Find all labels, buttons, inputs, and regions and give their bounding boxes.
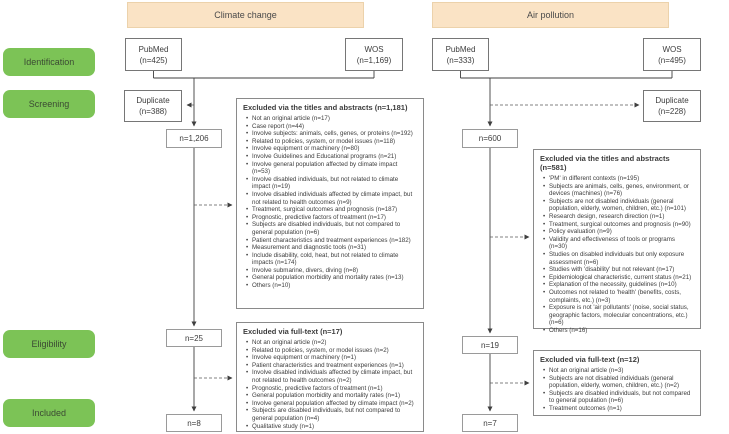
excluded-reason-item: • General population morbidity and mortality rates (n=13) — [246, 274, 417, 282]
excluded-reason-item: • Not an original article (n=17) — [246, 115, 417, 123]
excluded-reason-item: • Include disability, cold, heat, but not related to climate impacts (n=174) — [246, 252, 417, 267]
duplicate-label: Duplicate — [136, 96, 170, 105]
excluded-reason-item: • Involve general population affected by climate impact (n=2) — [246, 400, 417, 408]
duplicate-label: Duplicate — [655, 96, 689, 105]
excluded-reason-item: • Epidemiological characteristic, current status (n=21) — [543, 274, 694, 282]
excluded-reason-item: • Explanation of the necessity, guidelines (n=10) — [543, 281, 694, 289]
climate-sources-join-line — [154, 71, 375, 78]
excluded-reason-item: • Involve equipment or machinery (n=1) — [246, 354, 417, 362]
source-name: PubMed — [138, 44, 169, 54]
excluded-reason-item: • Policy evaluation (n=9) — [543, 228, 694, 236]
excluded-title: Excluded via full-text (n=17) — [243, 327, 343, 336]
excluded-reason-item: • Treatment, surgical outcomes and prognosis (n=90) — [543, 221, 694, 229]
duplicate-box-climate — [124, 90, 182, 122]
excluded-reason-item: • Involve general population affected by climate impact (n=53) — [246, 161, 417, 176]
excluded-reason-item: • 'PM' in different contexts (n=195) — [543, 175, 694, 183]
pubmed-box-climate — [125, 38, 182, 71]
excluded-reason-item: • Studies on disabled individuals but only exposure assessment (n=6) — [543, 251, 694, 266]
duplicate-count: (n=388) — [139, 107, 167, 116]
excluded-reason-item: • Others (n=10) — [246, 282, 417, 290]
excluded-title: Excluded via the titles and abstracts (n=1,181) — [243, 103, 408, 112]
excluded-reason-item: • Prognostic, predictive factors of treatment (n=1) — [246, 385, 417, 393]
wos-box-air — [643, 38, 701, 71]
count-box-climate-included: n=8 — [166, 414, 222, 432]
excluded-reason-item: • Not an original article (n=2) — [246, 339, 417, 347]
excluded-titles-box-air — [533, 149, 701, 334]
excluded-reason-item: • Not an original article (n=3) — [543, 367, 694, 375]
excluded-titles-box-climate — [236, 98, 424, 309]
source-count: (n=425) — [139, 55, 168, 65]
excluded-reason-item: • Patient characteristics and treatment experiences (n=1) — [246, 362, 417, 370]
excluded-reason-item: • Involve submarine, divers, diving (n=8) — [246, 267, 417, 275]
header-climate-change: Climate change — [127, 2, 364, 28]
excluded-reason-item: • Subjects are disabled individuals, but not compared to general population (n=4) — [246, 407, 417, 422]
excluded-reason-item: • Treatment outcomes (n=1) — [543, 405, 694, 413]
air-sources-join-line — [461, 71, 673, 78]
duplicate-count: (n=228) — [658, 107, 686, 116]
excluded-reason-item: • Involve Guidelines and Educational programs (n=21) — [246, 153, 417, 161]
excluded-reason-item: • Qualitative study (n=1) — [246, 423, 417, 431]
count-box-climate-after-screening: n=25 — [166, 329, 222, 347]
excluded-reason-item: • Involve disabled individuals, but not related to climate impact (n=19) — [246, 176, 417, 191]
stage-label-included: Included — [3, 399, 95, 427]
excluded-reason-list — [540, 175, 694, 334]
excluded-reason-item: • Validity and effectiveness of tools or programs (n=30) — [543, 236, 694, 251]
excluded-reason-item: • Exposure is not 'air pollutants' (noise, social status, geographic factors, molecular concentrations, etc.) (n=6) — [543, 304, 694, 327]
header-air-pollution: Air pollution — [432, 2, 669, 28]
excluded-reason-item: • Case report (n=44) — [246, 123, 417, 131]
excluded-reason-item: • Subjects are not disabled individuals (general population, elderly, women, children, etc.) (n=101) — [543, 198, 694, 213]
excluded-fulltext-box-air — [533, 350, 701, 416]
excluded-reason-item: • General population morbidity and mortality rates (n=1) — [246, 392, 417, 400]
duplicate-box-air — [643, 90, 701, 122]
excluded-reason-item: • Related to policies, system, or model issues (n=118) — [246, 138, 417, 146]
excluded-title: Excluded via the titles and abstracts (n=581) — [540, 154, 670, 172]
excluded-reason-item: • Subjects are disabled individuals, but not compared to general population (n=6) — [543, 390, 694, 405]
count-box-climate-after-duplicates: n=1,206 — [166, 129, 222, 148]
excluded-reason-item: • Subjects are animals, cells, genes, environment, or devices (machines) (n=76) — [543, 183, 694, 198]
excluded-title: Excluded via full-text (n=12) — [540, 355, 640, 364]
source-name: PubMed — [445, 44, 476, 54]
excluded-reason-item: • Others (n=16) — [543, 327, 694, 335]
source-name: WOS — [662, 44, 682, 54]
excluded-reason-item: • Measurement and diagnostic tools (n=31) — [246, 244, 417, 252]
excluded-reason-item: • Involve disabled individuals affected by climate impact, but not related to health outcomes (n=9) — [246, 191, 417, 206]
excluded-reason-item: • Treatment, surgical outcomes and prognosis (n=187) — [246, 206, 417, 214]
source-count: (n=333) — [446, 55, 475, 65]
excluded-reason-item: • Subjects are not disabled individuals (general population, elderly, women, children, etc.) (n=2) — [543, 375, 694, 390]
source-count: (n=1,169) — [356, 55, 392, 65]
source-count: (n=495) — [658, 55, 686, 65]
stage-label-eligibility: Eligibility — [3, 330, 95, 358]
excluded-reason-item: • Subjects are disabled individuals, but not compared to general population (n=6) — [246, 221, 417, 236]
excluded-reason-item: • Outcomes not related to 'health' (benefits, costs, complaints, etc.) (n=3) — [543, 289, 694, 304]
excluded-reason-item: • Studies with 'disability' but not relevant (n=17) — [543, 266, 694, 274]
count-box-air-included: n=7 — [462, 414, 518, 432]
pubmed-box-air — [432, 38, 489, 71]
stage-label-identification: Identification — [3, 48, 95, 76]
excluded-reason-item: • Research design, research direction (n=1) — [543, 213, 694, 221]
excluded-reason-list — [540, 367, 694, 413]
excluded-reason-item: • Related to policies, system, or model issues (n=2) — [246, 347, 417, 355]
excluded-reason-item: • Involve subjects: animals, cells, genes, or proteins (n=192) — [246, 130, 417, 138]
count-box-air-after-duplicates: n=600 — [462, 129, 518, 148]
excluded-reason-item: • Prognostic, predictive factors of treatment (n=17) — [246, 214, 417, 222]
excluded-reason-item: • Involve equipment or machinery (n=80) — [246, 145, 417, 153]
excluded-fulltext-box-climate — [236, 322, 424, 432]
wos-box-climate — [345, 38, 403, 71]
excluded-reason-list — [243, 339, 417, 430]
source-name: WOS — [364, 44, 384, 54]
stage-label-screening: Screening — [3, 90, 95, 118]
excluded-reason-item: • Patient characteristics and treatment experiences (n=182) — [246, 237, 417, 245]
excluded-reason-item: • Involve disabled individuals affected by climate impact, but not related to health outcomes (n=2) — [246, 369, 417, 384]
excluded-reason-list — [243, 115, 417, 290]
count-box-air-after-screening: n=19 — [462, 336, 518, 354]
